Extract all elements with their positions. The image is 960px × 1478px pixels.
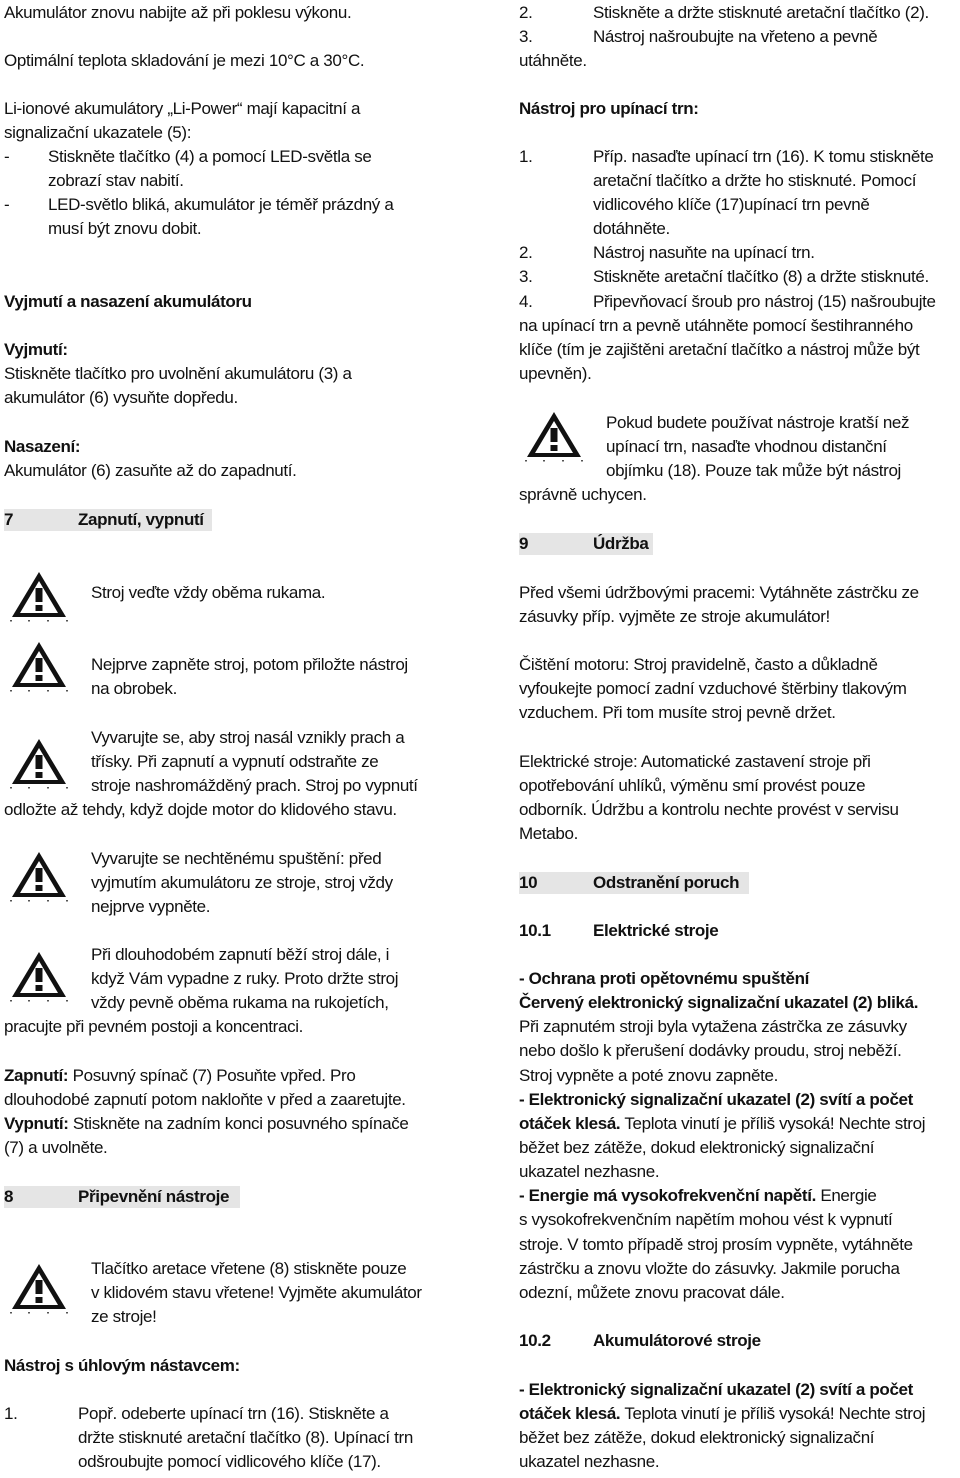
section-heading-7: 7 Zapnutí, vypnutí: [4, 509, 212, 531]
bullet-text: LED-světlo bliká, akumulátor je téměř prázdný a: [48, 195, 394, 214]
warning-text: když Vám vypadne z ruky. Proto držte stroj: [91, 969, 399, 988]
switch-off-paragraph: Vypnutí: Stiskněte na zadním konci posuvného spínače: [4, 1114, 409, 1133]
subsection-number: 10.2: [519, 1331, 551, 1350]
warning-text: nejprve vypněte.: [91, 897, 211, 916]
battery-heading: Vyjmutí a nasazení akumulátoru: [4, 292, 252, 311]
warning-text: v klidovém stavu vřetene! Vyjměte akumulátor: [91, 1283, 422, 1302]
bullet-dash: -: [4, 195, 10, 214]
paragraph: stroje. V tomto případě stroj prosím vypněte, vytáhněte: [519, 1235, 913, 1254]
angle-heading: Nástroj s úhlovým nástavcem:: [4, 1356, 240, 1375]
warning-icon: [10, 1262, 68, 1314]
paragraph: Optimální teplota skladování je mezi 10°C a 30°C.: [4, 51, 365, 70]
paragraph: Akumulátor znovu nabijte až při poklesu výkonu.: [4, 3, 352, 22]
paragraph: odezní, můžete znovu pracovat dále.: [519, 1283, 785, 1302]
step-text: Stiskněte aretační tlačítko (8) a držte stisknuté.: [593, 267, 929, 286]
bullet-text: Stiskněte tlačítko (4) a pomocí LED-světla se: [48, 147, 372, 166]
warning-text: správně uchycen.: [519, 485, 647, 504]
switch-on-label: Zapnutí:: [4, 1066, 69, 1085]
paragraph: odborník. Údržbu a kontrolu nechte provést v servisu: [519, 800, 899, 819]
step-number: 3.: [519, 27, 533, 46]
paragraph: běžet bez zátěže, dokud elektronický signalizační: [519, 1138, 875, 1157]
warning-text: Vyvarujte se nechtěnému spuštění: před: [91, 849, 382, 868]
step-number: 4.: [519, 292, 533, 311]
paragraph: opotřebování uhlíků, výměnu smí provést pouze: [519, 776, 866, 795]
section-heading-10: 10 Odstranění poruch: [519, 872, 749, 894]
warning-text: pracujte při pevném postoji a koncentraci.: [4, 1017, 304, 1036]
step-number: 2.: [519, 243, 533, 262]
step-number: 1.: [4, 1404, 18, 1423]
paragraph: dlouhodobé zapnutí potom nakloňte v před a zaaretujte.: [4, 1090, 406, 1109]
warning-text: vždy pevně oběma rukama na rukojetích,: [91, 993, 389, 1012]
warning-text: třísky. Při zapnutí a vypnutí odstraňte ze: [91, 752, 379, 771]
step-number: 2.: [519, 3, 533, 22]
bullet-dash: -: [4, 147, 10, 166]
subsection-title: Akumulátorové stroje: [593, 1331, 761, 1350]
step-text: Nástroj našroubujte na vřeteno a pevně: [593, 27, 878, 46]
step-text: Připevňovací šroub pro nástroj (15) našroubujte: [593, 292, 936, 311]
warning-text: ze stroje!: [91, 1307, 157, 1326]
warning-icon: [525, 410, 583, 462]
paragraph: Elektrické stroje: Automatické zastavení stroje při: [519, 752, 871, 771]
bullet-text: musí být znovu dobit.: [48, 219, 202, 238]
paragraph: nebo došlo k přerušení dodávky proudu, stroj neběží.: [519, 1041, 902, 1060]
warning-text: Stroj veďte vždy oběma rukama.: [91, 583, 326, 602]
section-heading-8: 8 Připevnění nástroje: [4, 1186, 240, 1208]
step-text: na upínací trn a pevně utáhněte pomocí šestihranného: [519, 316, 913, 335]
warning-text: Nejprve zapněte stroj, potom přiložte nástroj: [91, 655, 408, 674]
bullet-text: zobrazí stav nabití.: [48, 171, 184, 190]
warning-text: vyjmutím akumulátoru ze stroje, stroj vždy: [91, 873, 393, 892]
switch-on-paragraph: Zapnutí: Posuvný spínač (7) Posuňte vpřed. Pro: [4, 1066, 356, 1085]
trouble-title: - Elektronický signalizační ukazatel (2) svítí a počet: [519, 1380, 913, 1399]
paragraph: signalizační ukazatele (5):: [4, 123, 192, 142]
warning-text: Při dlouhodobém zapnutí běží stroj dále, i: [91, 945, 390, 964]
paragraph: zásuvky příp. vyjměte ze stroje akumulátor!: [519, 607, 830, 626]
warning-icon: [10, 737, 68, 789]
trouble-line: otáček klesá. Teplota vinutí je příliš vysoká! Nechte stroj: [519, 1404, 926, 1423]
warning-icon: [10, 640, 68, 692]
step-text: vidlicového klíče (17)upínací trn pevně: [593, 195, 870, 214]
step-text: držte stisknuté aretační tlačítko (8). Upínací trn: [78, 1428, 413, 1447]
warning-text: Tlačítko aretace vřetene (8) stiskněte pouze: [91, 1259, 407, 1278]
warning-text: Pokud budete používat nástroje kratší než: [606, 413, 910, 432]
paragraph: Stiskněte tlačítko pro uvolnění akumulátoru (3) a: [4, 364, 352, 383]
warning-text: stroje nashromážděný prach. Stroj po vypnutí: [91, 776, 418, 795]
warning-text: Vyvarujte se, aby stroj nasál vznikly prach a: [91, 728, 405, 747]
paragraph: Li-ionové akumulátory „Li-Power“ mají kapacitní a: [4, 99, 361, 118]
paragraph: Stroj vypněte a poté znovu zapněte.: [519, 1066, 778, 1085]
paragraph: s vysokofrekvenčním napětím mohou vést k vypnutí: [519, 1210, 893, 1229]
remove-label: Vyjmutí:: [4, 340, 68, 359]
step-text: utáhněte.: [519, 51, 587, 70]
step-number: 3.: [519, 267, 533, 286]
paragraph: ukazatel nezhasne.: [519, 1162, 660, 1181]
subsection-title: Elektrické stroje: [593, 921, 719, 940]
subsection-number: 10.1: [519, 921, 551, 940]
paragraph: akumulátor (6) vysuňte dopředu.: [4, 388, 238, 407]
paragraph: běžet bez zátěže, dokud elektronický signalizační: [519, 1428, 875, 1447]
step-text: Stiskněte a držte stisknuté aretační tlačítko (2).: [593, 3, 929, 22]
warning-icon: [10, 570, 68, 622]
step-text: klíče (tím je zajištěni aretační tlačítko a nástroj může být: [519, 340, 920, 359]
paragraph: ukazatel nezhasne.: [519, 1452, 660, 1471]
mandrel-heading: Nástroj pro upínací trn:: [519, 99, 699, 118]
trouble-line: otáček klesá. Teplota vinutí je příliš vysoká! Nechte stroj: [519, 1114, 926, 1133]
paragraph: zástrčku a znovu vložte do zásuvky. Jakmile porucha: [519, 1259, 900, 1278]
step-text: Popř. odeberte upínací trn (16). Stiskněte a: [78, 1404, 389, 1423]
paragraph: Čištění motoru: Stroj pravidelně, často a důkladně: [519, 655, 878, 674]
step-text: dotáhněte.: [593, 219, 670, 238]
trouble-subtitle: Červený elektronický signalizační ukazatel (2) bliká.: [519, 993, 919, 1012]
step-text: upevněn).: [519, 364, 592, 383]
step-number: 1.: [519, 147, 533, 166]
switch-off-label: Vypnutí:: [4, 1114, 69, 1133]
step-text: aretační tlačítko a držte ho stisknuté. Pomocí: [593, 171, 917, 190]
step-text: Nástroj nasuňte na upínací trn.: [593, 243, 815, 262]
paragraph: Metabo.: [519, 824, 578, 843]
trouble-line: - Energie má vysokofrekvenční napětí. Energie: [519, 1186, 877, 1205]
paragraph: (7) a uvolněte.: [4, 1138, 108, 1157]
step-text: Příp. nasaďte upínací trn (16). K tomu stiskněte: [593, 147, 934, 166]
paragraph: vyfoukejte pomocí zadní vzduchové štěrbiny tlakovým: [519, 679, 907, 698]
paragraph: Akumulátor (6) zasuňte až do zapadnutí.: [4, 461, 297, 480]
trouble-title: - Ochrana proti opětovnému spuštění: [519, 969, 810, 988]
paragraph: Při zapnutém stroji byla vytažena zástrčka ze zásuvky: [519, 1017, 907, 1036]
paragraph: vzduchem. Při tom musíte stroj pevně držet.: [519, 703, 836, 722]
warning-icon: [10, 950, 68, 1002]
warning-text: odložte až tehdy, když dojde motor do klidového stavu.: [4, 800, 397, 819]
warning-text: na obrobek.: [91, 679, 177, 698]
trouble-title: - Elektronický signalizační ukazatel (2) svítí a počet: [519, 1090, 913, 1109]
insert-label: Nasazení:: [4, 437, 81, 456]
paragraph: Před všemi údržbovými pracemi: Vytáhněte zástrčku ze: [519, 583, 919, 602]
section-heading-9: 9 Údržba: [519, 533, 653, 555]
warning-icon: [10, 850, 68, 902]
warning-text: upínací trn, nasaďte vhodnou distanční: [606, 437, 887, 456]
step-text: odšroubujte pomocí vidlicového klíče (17).: [78, 1452, 381, 1471]
warning-text: objímku (18). Pouze tak může být nástroj: [606, 461, 901, 480]
